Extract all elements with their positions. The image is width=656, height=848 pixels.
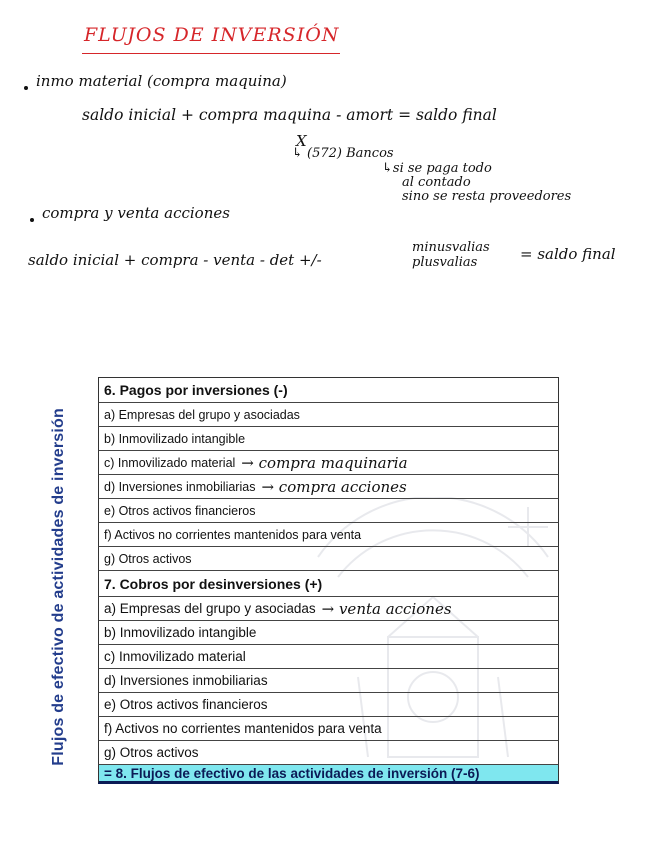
notes-title: FLUJOS DE INVERSIÓN bbox=[84, 24, 340, 46]
note-line-8a: saldo inicial + compra - venta - det +/- bbox=[28, 251, 322, 269]
row-label: 6. Pagos por inversiones (-) bbox=[104, 382, 288, 398]
title-underline bbox=[82, 53, 340, 54]
note-line-3: ↳ (572) Bancos bbox=[292, 146, 394, 161]
table-row bbox=[98, 669, 559, 693]
note-line-6: sino se resta proveedores bbox=[402, 189, 572, 204]
row-label: e) Otros activos financieros bbox=[104, 503, 256, 518]
row-label: d) Inversiones inmobiliarias bbox=[104, 673, 268, 688]
row-label: g) Otros activos bbox=[104, 745, 199, 760]
row-label: e) Otros activos financieros bbox=[104, 697, 268, 712]
row-label: d) Inversiones inmobiliarias bbox=[104, 479, 256, 494]
note-line-1: inmo material (compra maquina) bbox=[36, 72, 287, 90]
row-label: = 8. Flujos de efectivo de las actividades de inversión (7-6) bbox=[104, 765, 480, 781]
note-line-5: al contado bbox=[402, 175, 471, 190]
investment-flows-table bbox=[98, 377, 559, 784]
note-line-8b: minusvalias bbox=[412, 240, 490, 255]
table-row bbox=[98, 427, 559, 451]
note-line-7: compra y venta acciones bbox=[42, 204, 230, 222]
table-row bbox=[98, 475, 559, 499]
row-label: g) Otros activos bbox=[104, 551, 192, 566]
table-row bbox=[98, 523, 559, 547]
table-row bbox=[98, 499, 559, 523]
row-note: → compra maquinaria bbox=[241, 453, 408, 472]
row-note: → compra acciones bbox=[261, 477, 407, 496]
row-label: f) Activos no corrientes mantenidos para venta bbox=[104, 721, 382, 736]
table-row bbox=[98, 645, 559, 669]
row-label: a) Empresas del grupo y asociadas bbox=[104, 601, 316, 616]
bullet-2 bbox=[30, 218, 34, 222]
table-row bbox=[98, 621, 559, 645]
table-row bbox=[98, 451, 559, 475]
row-label: c) Inmovilizado material bbox=[104, 455, 236, 470]
table-row bbox=[98, 571, 559, 597]
row-note: → venta acciones bbox=[321, 599, 452, 618]
row-label: b) Inmovilizado intangible bbox=[104, 431, 246, 446]
row-label: b) Inmovilizado intangible bbox=[104, 625, 257, 640]
table-row bbox=[98, 741, 559, 765]
row-label: 7. Cobros por desinversiones (+) bbox=[104, 575, 323, 592]
table-total-row bbox=[98, 765, 559, 784]
row-label: c) Inmovilizado material bbox=[104, 649, 246, 664]
table-row bbox=[98, 547, 559, 571]
table-row bbox=[98, 693, 559, 717]
table-row bbox=[98, 717, 559, 741]
table-row bbox=[98, 377, 559, 403]
row-label: f) Activos no corrientes mantenidos para venta bbox=[104, 527, 362, 542]
bullet-1 bbox=[24, 86, 28, 90]
note-mark-x: X bbox=[296, 132, 307, 150]
table-row bbox=[98, 597, 559, 621]
note-line-2: saldo inicial + compra maquina - amort = saldo final bbox=[82, 106, 497, 124]
side-label: Flujos de efectivo de actividades de inversión bbox=[50, 408, 67, 766]
table-row bbox=[98, 403, 559, 427]
note-line-4: ↳si se paga todo bbox=[382, 161, 492, 176]
note-line-8d: = saldo final bbox=[520, 245, 616, 263]
note-line-8c: plusvalias bbox=[412, 255, 478, 270]
row-label: a) Empresas del grupo y asociadas bbox=[104, 407, 300, 422]
